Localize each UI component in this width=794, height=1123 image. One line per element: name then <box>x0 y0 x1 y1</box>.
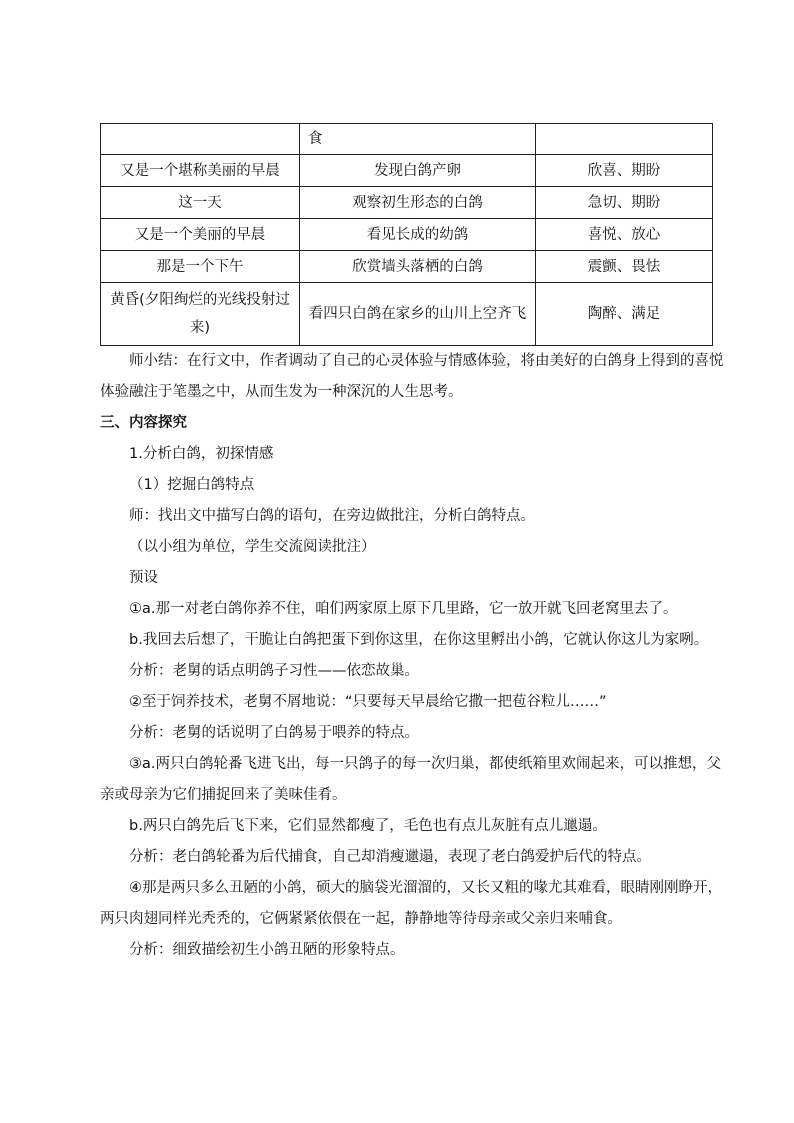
paragraph: b.我回去后想了，干脆让白鸽把蛋下到你这里，在你这里孵出小鸽，它就认你这儿为家咧。 <box>129 632 709 648</box>
paragraph: 分析：老舅的话说明了白鸽易于喂养的特点。 <box>129 725 419 741</box>
summary-paragraph: 师小结：在行文中，作者调动了自己的心灵体验与情感体验，将由美好的白鸽身上得到的喜悦体验融注于笔墨之中，从而生发为一种深沉的人生思考。 <box>100 353 724 400</box>
body-text <box>100 346 725 966</box>
table-cell: 又是一个堪称美丽的早晨 <box>101 155 300 187</box>
table-row <box>101 251 713 283</box>
table-cell: 食 <box>300 124 536 155</box>
table-row <box>101 283 713 346</box>
paragraph: ④那是两只多么丑陋的小鸽，硕大的脑袋光溜溜的，又长又粗的喙尤其难看，眼睛刚刚睁开，两只肉翅同样光秃秃的，它俩紧紧依偎在一起，静静地等待母亲或父亲归来哺食。 <box>100 880 722 927</box>
table-cell: 看四只白鸽在家乡的山川上空齐飞 <box>300 283 536 346</box>
paragraph: ③a.两只白鸽轮番飞进飞出，每一只鸽子的每一次归巢，都使纸箱里欢闹起来，可以推想，父亲或母亲为它们捕捉回来了美味佳肴。 <box>100 756 721 803</box>
table-row <box>101 219 713 251</box>
paragraph: （以小组为单位，学生交流阅读批注） <box>129 539 376 555</box>
paragraph: 分析：老白鸽轮番为后代捕食，自己却消瘦邋遢，表现了老白鸽爱护后代的特点。 <box>129 849 651 865</box>
paragraph: ②至于饲养技术，老舅不屑地说：“只要每天早晨给它撒一把苞谷粒儿……” <box>129 694 607 710</box>
table-cell: 这一天 <box>101 187 300 219</box>
paragraph: b.两只白鸽先后飞下来，它们显然都瘦了，毛色也有点儿灰脏有点儿邋遢。 <box>129 818 607 834</box>
paragraph: ①a.那一对老白鸽你养不住，咱们两家原上原下几里路，它一放开就飞回老窝里去了。 <box>129 601 678 617</box>
table-cell: 陶醉、满足 <box>536 283 713 346</box>
table-cell: 那是一个下午 <box>101 251 300 283</box>
table-cell: 欣赏墙头落栖的白鸽 <box>300 251 536 283</box>
paragraph: 分析：老舅的话点明鸽子习性——依恋故巢。 <box>129 663 419 679</box>
section-heading: 三、内容探究 <box>100 415 187 431</box>
table-cell: 黄昏(夕阳绚烂的光线投射过来) <box>101 283 300 346</box>
subheading: （1）挖掘白鸽特点 <box>129 477 255 493</box>
table-cell: 又是一个美丽的早晨 <box>101 219 300 251</box>
table-cell: 震颤、畏怯 <box>536 251 713 283</box>
table-cell: 发现白鸽产卵 <box>300 155 536 187</box>
table-row <box>101 124 713 155</box>
table-cell: 急切、期盼 <box>536 187 713 219</box>
table-row <box>101 187 713 219</box>
table-cell: 观察初生形态的白鸽 <box>300 187 536 219</box>
table-cell: 看见长成的幼鸽 <box>300 219 536 251</box>
paragraph: 预设 <box>129 570 158 586</box>
table-cell <box>536 124 713 155</box>
summary-table <box>100 123 713 346</box>
table-cell <box>101 124 300 155</box>
table-row <box>101 155 713 187</box>
paragraph: 分析：细致描绘初生小鸽丑陋的形象特点。 <box>129 942 405 958</box>
subheading: 1.分析白鸽，初探情感 <box>129 446 274 462</box>
table-cell: 欣喜、期盼 <box>536 155 713 187</box>
paragraph: 师：找出文中描写白鸽的语句，在旁边做批注，分析白鸽特点。 <box>129 508 535 524</box>
table-cell: 喜悦、放心 <box>536 219 713 251</box>
